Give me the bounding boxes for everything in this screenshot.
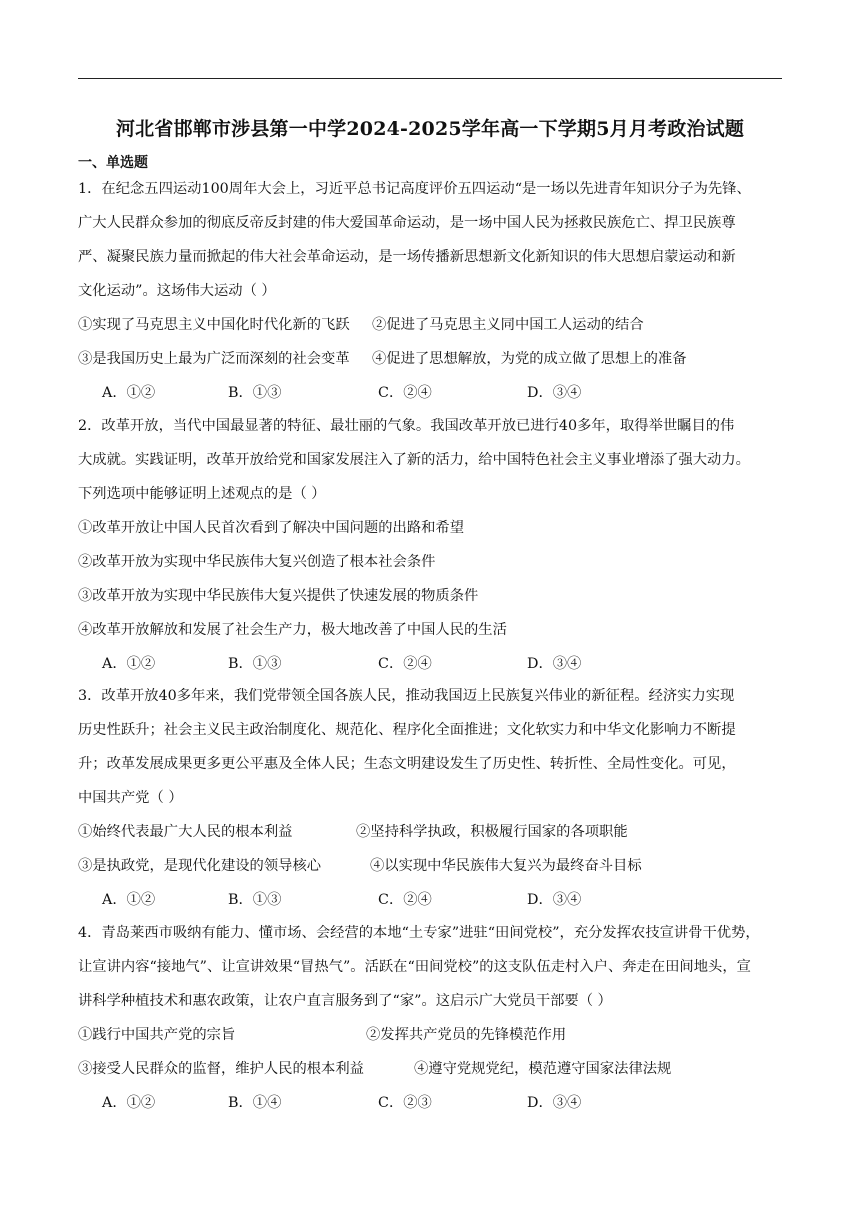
question-stem-line: 2．改革开放，当代中国最显著的特征、最壮丽的气象。我国改革开放已进行40多年，取得举世瞩目的伟 <box>78 418 735 434</box>
statement-3: ③接受人民群众的监督，维护人民的根本利益 <box>78 1061 364 1077</box>
statement-4: ④改革开放解放和发展了社会生产力，极大地改善了中国人民的生活 <box>78 622 507 638</box>
question-stem-line: 讲科学种植技术和惠农政策，让农户直言服务到了“家”。这启示广大党员干部要（ ） <box>78 993 612 1009</box>
question-stem-line: 3．改革开放40多年来，我们党带领全国各族人民，推动我国迈上民族复兴伟业的新征程。经济实力实现 <box>78 688 735 704</box>
statement-1: ①改革开放让中国人民首次看到了解决中国问题的出路和希望 <box>78 520 465 536</box>
option-c[interactable]: C．②④ <box>378 656 432 672</box>
question-2 <box>78 409 784 681</box>
answer-options <box>78 1086 784 1120</box>
question-stem-line: 大成就。实践证明，改革开放给党和国家发展注入了新的活力，给中国特色社会主义事业增添了强大动力。 <box>78 452 750 468</box>
answer-options <box>78 376 784 410</box>
question-stem-line: 中国共产党（ ） <box>78 790 183 806</box>
option-b[interactable]: B．①③ <box>228 656 282 672</box>
statement-1: ①实现了马克思主义中国化时代化新的飞跃 <box>78 317 350 333</box>
question-stem-line: 历史性跃升；社会主义民主政治制度化、规范化、程序化全面推进；文化软实力和中华文化影响力不断提 <box>78 722 736 738</box>
statement-2: ②发挥共产党员的先锋模范作用 <box>366 1027 567 1043</box>
statement-3: ③是执政党，是现代化建设的领导核心 <box>78 858 322 874</box>
question-stem-line: 1．在纪念五四运动100周年大会上，习近平总书记高度评价五四运动“是一场以先进青年知识分子为先锋、 <box>78 181 751 197</box>
statement-row <box>78 1052 784 1086</box>
answer-options <box>78 647 784 681</box>
statement-2: ②改革开放为实现中华民族伟大复兴创造了根本社会条件 <box>78 554 436 570</box>
statement-row <box>78 1018 784 1052</box>
option-b[interactable]: B．①④ <box>228 1095 282 1111</box>
statement-4: ④促进了思想解放，为党的成立做了思想上的准备 <box>372 351 687 367</box>
statement-4: ④遵守党规党纪，模范遵守国家法律法规 <box>414 1061 672 1077</box>
option-d[interactable]: D．③④ <box>527 892 582 908</box>
statement-1: ①始终代表最广大人民的根本利益 <box>78 824 293 840</box>
statement-row <box>78 308 784 342</box>
option-d[interactable]: D．③④ <box>527 656 582 672</box>
option-b[interactable]: B．①③ <box>228 385 282 401</box>
question-stem-line: 升；改革发展成果更多更公平惠及全体人民；生态文明建设发生了历史性、转折性、全局性变化。可见， <box>78 756 736 772</box>
option-c[interactable]: C．②③ <box>378 1095 432 1111</box>
header-rule <box>78 78 782 79</box>
question-stem-line: 广大人民群众参加的彻底反帝反封建的伟大爱国革命运动，是一场中国人民为拯救民族危亡、捍卫民族尊 <box>78 215 736 231</box>
option-a[interactable]: A．①② <box>102 656 156 672</box>
section-heading: 一、单选题 <box>78 155 148 171</box>
page-title: 河北省邯郸市涉县第一中学2024-2025学年高一下学期5月月考政治试题 <box>115 118 745 140</box>
option-c[interactable]: C．②④ <box>378 385 432 401</box>
statement-row <box>78 342 784 376</box>
question-stem-line: 下列选项中能够证明上述观点的是（ ） <box>78 486 326 502</box>
question-stem-line: 让宣讲内容“接地气”、让宣讲效果“冒热气”。活跃在“田间党校”的这支队伍走村入户、奔走在田间地头，宣 <box>78 959 751 975</box>
statement-3: ③是我国历史上最为广泛而深刻的社会变革 <box>78 351 350 367</box>
statement-3: ③改革开放为实现中华民族伟大复兴提供了快速发展的物质条件 <box>78 588 479 604</box>
question-stem-line: 文化运动”。这场伟大运动（ ） <box>78 283 276 299</box>
option-c[interactable]: C．②④ <box>378 892 432 908</box>
option-d[interactable]: D．③④ <box>527 1095 582 1111</box>
statement-row <box>78 815 784 849</box>
statement-row <box>78 849 784 883</box>
question-1 <box>78 172 784 410</box>
option-b[interactable]: B．①③ <box>228 892 282 908</box>
option-a[interactable]: A．①② <box>102 385 156 401</box>
statement-1: ①践行中国共产党的宗旨 <box>78 1027 236 1043</box>
option-a[interactable]: A．①② <box>102 1095 156 1111</box>
question-stem-line: 严、凝聚民族力量而掀起的伟大社会革命运动，是一场传播新思想新文化新知识的伟大思想启蒙运动和新 <box>78 249 736 265</box>
answer-options <box>78 883 784 917</box>
statement-2: ②坚持科学执政，积极履行国家的各项职能 <box>356 824 628 840</box>
statement-4: ④以实现中华民族伟大复兴为最终奋斗目标 <box>370 858 642 874</box>
question-stem-line: 4．青岛莱西市吸纳有能力、懂市场、会经营的本地“土专家”进驻“田间党校”，充分发挥农技宣讲骨干优势， <box>78 925 760 941</box>
question-4 <box>78 916 784 1120</box>
question-3 <box>78 679 784 917</box>
statement-2: ②促进了马克思主义同中国工人运动的结合 <box>372 317 644 333</box>
option-a[interactable]: A．①② <box>102 892 156 908</box>
option-d[interactable]: D．③④ <box>527 385 582 401</box>
